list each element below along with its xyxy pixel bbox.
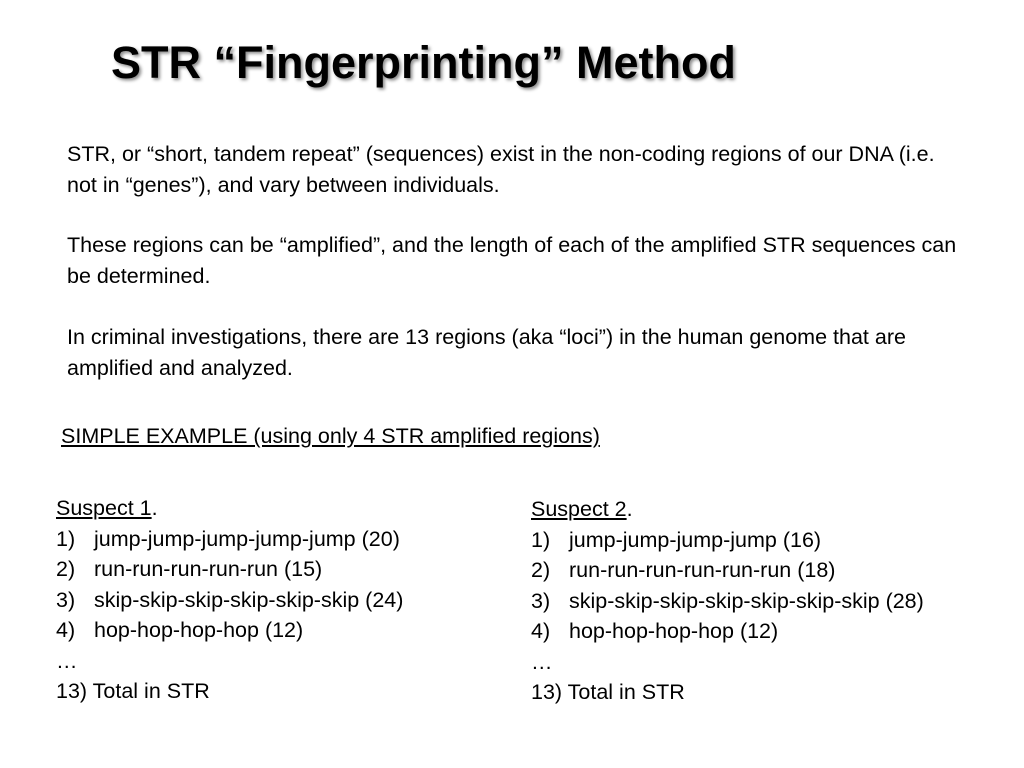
list-item <box>56 615 403 646</box>
item-number: 2) <box>56 557 76 581</box>
suspect-1-ellipsis: … <box>56 648 78 673</box>
item-text: hop-hop-hop-hop (12) <box>94 618 304 642</box>
list-item <box>56 585 403 616</box>
item-number: 4) <box>531 619 551 643</box>
list-item <box>531 525 924 556</box>
item-number: 1) <box>56 526 76 551</box>
paragraph-criminal-investigations: In criminal investigations, there are 13 regions (aka “loci”) in the human genome that are amplified and analyzed. <box>67 325 906 380</box>
example-heading: SIMPLE EXAMPLE (using only 4 STR amplified regions) <box>61 424 600 448</box>
item-text: skip-skip-skip-skip-skip-skip-skip (28) <box>569 588 924 613</box>
suspect-2-ellipsis: … <box>531 649 553 674</box>
item-text: hop-hop-hop-hop (12) <box>569 619 779 643</box>
list-item <box>531 616 924 647</box>
item-number: 4) <box>56 618 76 642</box>
list-item <box>56 554 403 585</box>
suspect-1-total: 13) Total in STR <box>56 679 210 703</box>
item-number: 3) <box>56 587 76 612</box>
suspect-1-header <box>56 493 403 524</box>
list-item <box>531 586 924 617</box>
item-text: jump-jump-jump-jump (16) <box>569 527 822 552</box>
suspect-2-header <box>531 494 924 525</box>
paragraph-str-definition: STR, or “short, tandem repeat” (sequences) exist in the non-coding regions of our DNA (i.e. not in “genes”), and vary between individuals. <box>67 142 935 197</box>
suspect-1-list <box>56 493 403 707</box>
item-text: jump-jump-jump-jump-jump (20) <box>94 526 400 551</box>
list-item <box>531 555 924 586</box>
list-item <box>56 524 403 555</box>
item-number: 2) <box>531 558 551 582</box>
item-text: skip-skip-skip-skip-skip-skip (24) <box>94 587 404 612</box>
suspect-1-name: Suspect 1 <box>56 496 152 520</box>
suspect-2-total: 13) Total in STR <box>531 680 685 704</box>
paragraph-amplification: These regions can be “amplified”, and the length of each of the amplified STR sequences can be determined. <box>67 233 957 288</box>
item-text: run-run-run-run-run-run (18) <box>569 558 836 582</box>
item-number: 3) <box>531 588 551 613</box>
item-number: 1) <box>531 527 551 552</box>
suspect-2-list <box>531 494 924 708</box>
suspect-2-name: Suspect 2 <box>531 497 627 521</box>
slide-title: STR “Fingerprinting” Method <box>111 37 736 88</box>
suspect-1-period: . <box>151 496 158 520</box>
item-text: run-run-run-run-run (15) <box>94 557 323 581</box>
suspect-2-period: . <box>626 497 633 521</box>
